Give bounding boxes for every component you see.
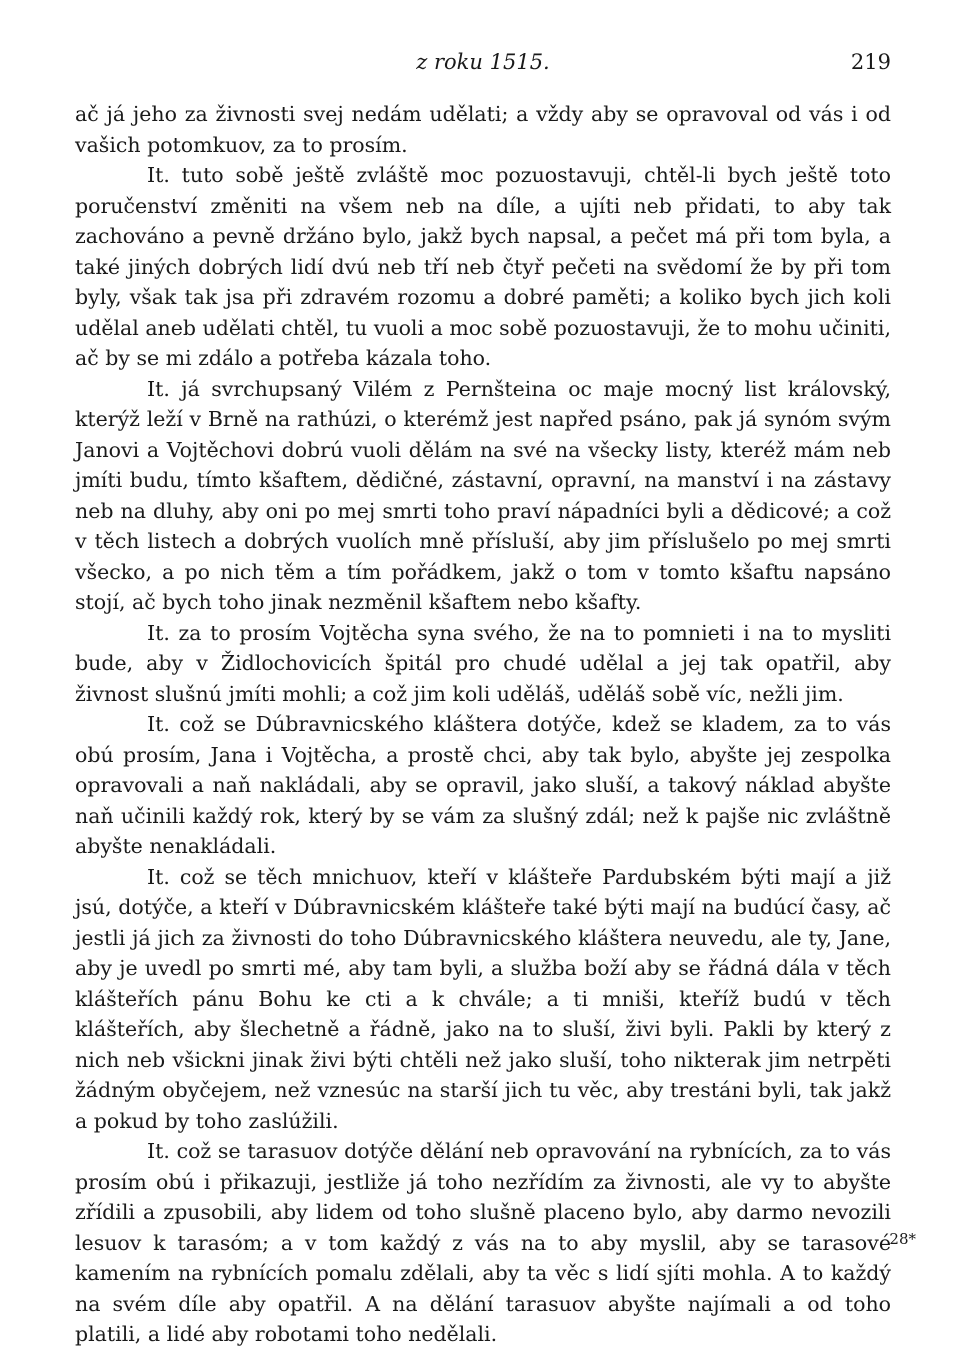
paragraph-dubravnice-monastery: It. což se Dúbravnicského kláštera dotýče, kdež se kladem, za to vás obú prosím, Jana i Vojtěcha, a prostě chci, aby tak bylo, abyšte jej zespolka opravovali a naň nakládali, aby se opravil, jako sluší, a takový náklad abyšte naň učinili každý rok, který by se vám za slušný zdál; než k pajše nic zvláštně abyšte nenakládali. bbox=[75, 712, 891, 858]
paragraph-royal-letter: It. já svrchupsaný Vilém z Pernšteina oc maje mocný list královský, kterýž leží v Brně na rathúzi, o kterémž jest napřed psáno, pak já synóm svým Janovi a Vojtěchovi dobrú vuoli dělám na své na všecky listy, kteréž mám neb jmíti budu, tímto kšaftem, dědičné, zástavní, opravní, na manství i na zástavy neb na dluhy, aby oni po mej smrti toho praví nápadníci byli a dědicové; a což v těch listech a dobrých vuolích mně přísluší, aby jim příslušelo po mej smrti všecko, a po nich těm a tím pořádkem, jakž o tom v tomto kšaftu napsáno stojí, ač bych toho jinak nezměnil kšaftem nebo kšafty. bbox=[75, 376, 891, 614]
printer-signature-mark: 28* bbox=[889, 1230, 916, 1248]
body-text bbox=[75, 99, 891, 1350]
paragraph-continuation: ač já jeho za živnosti svej nedám udělati; a vždy aby se opravoval od vás i od vašich potomkuov, za to prosím. bbox=[75, 102, 891, 157]
page-number: 219 bbox=[850, 50, 891, 74]
paragraph-monks: It. což se těch mnichuov, kteří v klášteře Pardubském býti mají a již jsú, dotýče, a kteří v Dúbravnicském klášteře také býti mají na budúcí časy, ač jestli já jich za živnosti do toho Dúbravnicského kláštera neuvedu, ale ty, Jane, aby je uvedl po smrti mé, aby tam byli, a služba boží aby se řádná dála v těch klášteřích pánu Bohu ke cti a k chvále; a ti mniši, kteříž budú v těch klášteřích, aby šlechetně a řádně, jako na to sluší, živi byli. Pakli by který z nich neb všickni jinak živi býti chtěli než jako sluší, toho nikterak jim netrpěti žádným obyčejem, než vznesúc na starší jich tu věc, aby trestáni byli, tak jakž a pokud by toho zaslúžili. bbox=[75, 864, 891, 1133]
paragraph-testament-reservation: It. tuto sobě ještě zvláště moc pozuostavuji, chtěl-li bych ještě toto poručenství změniti na všem neb na díle, a ujíti neb přidati, to aby tak zachováno a pevně držáno bylo, jakž bych napsal, a pečet má při tom byla, a také jiných dobrých lidí dvú neb tří neb čtyř pečeti na svědomí že by při tom byly, však tak jsa při zdravém rozomu a dobré paměti; a koliko bych jich koli udělal aneb udělati chtěl, tu vuoli a moc sobě pozuostavuji, že to mohu učiniti, ač by se mi zdálo a potřeba kázala toho. bbox=[75, 163, 891, 370]
running-header bbox=[75, 44, 891, 78]
page-content bbox=[75, 44, 891, 1350]
paragraph-dams: It. což se tarasuov dotýče dělání neb opravování na rybnících, za to vás prosím obú i přikazuji, jestliže já toho nezřídím za živnosti, ale vy to abyšte zřídili a zpusobili, aby lidem od toho slušně placeno bylo, aby darmo nevozili lesuov k tarasóm; a v tom každý z vás na to aby myslil, aby se tarasové kamením na rybnících pomalu zdělali, aby ta věc s lidí sjíti mohla. A to každý na svém díle aby opatřil. A na dělání tarasuov abyšte najímali a od toho platili, a lidé aby robotami toho nedělali. bbox=[75, 1139, 891, 1346]
paragraph-hospital: It. za to prosím Vojtěcha syna svého, že na to pomnieti i na to mysliti bude, aby v Židlochovicích špitál pro chudé udělal a jej tak opatřil, aby živnost slušnú jmíti mohli; a což jim koli uděláš, uděláš sobě víc, nežli jim. bbox=[75, 620, 891, 706]
running-title: z roku 1515. bbox=[416, 50, 550, 74]
